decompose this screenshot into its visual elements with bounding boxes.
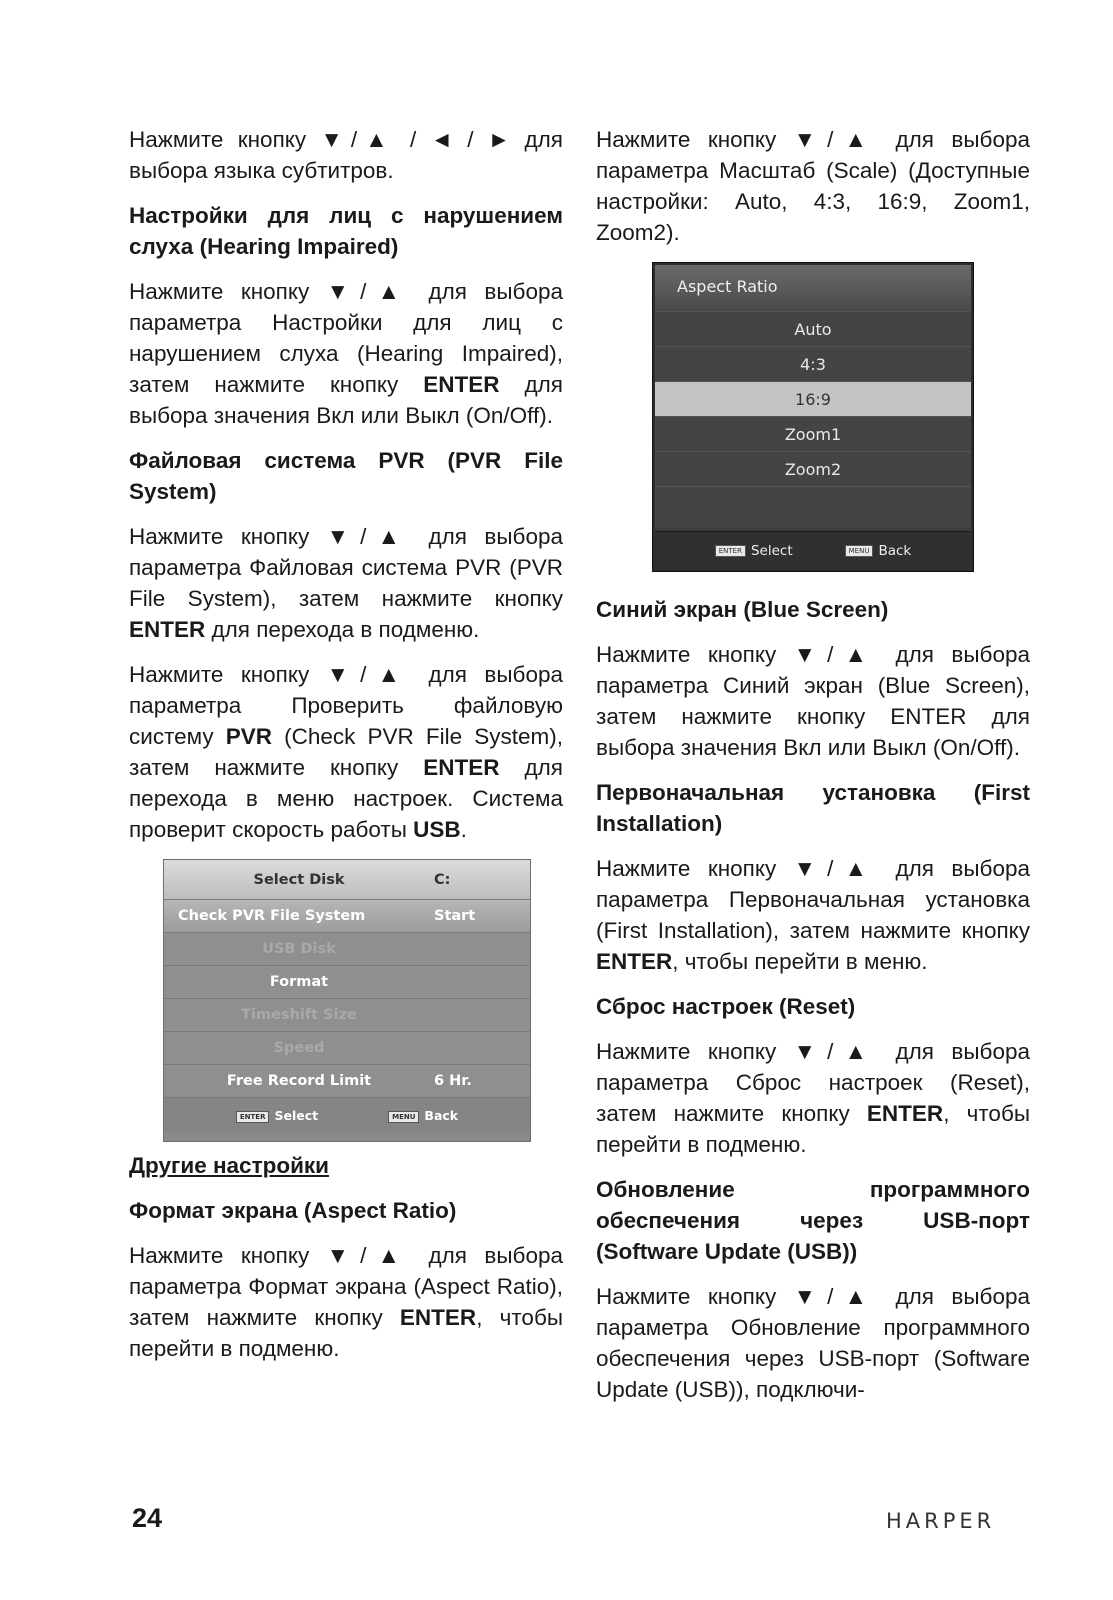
pvr-select-hint: ENTER Select: [236, 1108, 318, 1123]
pvr-row-label: Speed: [273, 1040, 325, 1056]
pvr-back-hint: MENU Back: [388, 1108, 458, 1123]
pvr-row-label: Check PVR File System: [178, 908, 366, 924]
right-column: [596, 124, 1030, 1419]
pvr-header-value: C:: [434, 871, 451, 888]
pvr-menu-footer: [164, 1098, 530, 1133]
aspect-menu-item: Zoom2: [655, 451, 971, 486]
reset-heading: Сброс настроек (Reset): [596, 994, 856, 1019]
aspect-ratio-heading: Формат экрана (Aspect Ratio): [129, 1198, 457, 1223]
other-settings-heading: Другие настройки: [129, 1153, 330, 1178]
subtitle-language-text: Нажмите кнопку ▼/▲ / ◄ / ► для выбора языка субтитров.: [129, 127, 563, 183]
pvr-row-label: Timeshift Size: [241, 1007, 357, 1023]
pvr-menu-row: [164, 1032, 530, 1065]
first-installation-text: Нажмите кнопку ▼/▲ для выбора параметра Первоначальная установка (First Installation), затем нажмите кнопку ENTER, чтобы перейти в меню.: [596, 856, 1030, 974]
blue-screen-heading: Синий экран (Blue Screen): [596, 597, 889, 622]
menu-key-icon: MENU: [845, 545, 874, 557]
pvr-menu-row: [164, 1065, 530, 1098]
check-pvr-text: Нажмите кнопку ▼/▲ для выбора параметра Проверить файловую систему PVR (Check PVR File System), затем нажмите кнопку ENTER для перехода в меню настроек. Система проверит скорость работы USB.: [129, 662, 564, 842]
aspect-menu-item: Auto: [655, 311, 971, 346]
first-installation-heading: Первоначальная установка (First Installation): [596, 780, 1030, 836]
left-column: [129, 124, 563, 1378]
pvr-menu-row: [164, 966, 530, 999]
aspect-menu-item: 4:3: [655, 346, 971, 381]
enter-key-icon: ENTER: [715, 545, 746, 557]
page-number: 24: [132, 1503, 163, 1533]
pvr-menu-row: [164, 900, 530, 933]
aspect-menu-footer: [655, 531, 971, 569]
reset-text: Нажмите кнопку ▼/▲ для выбора параметра Сброс настроек (Reset), затем нажмите кнопку ENTER, чтобы перейти в подменю.: [596, 1039, 1030, 1157]
aspect-menu-item: Zoom1: [655, 416, 971, 451]
scale-text: Нажмите кнопку ▼/▲ для выбора параметра Масштаб (Scale) (Доступные настройки: Auto, 4:3, 16:9, Zoom1, Zoom2).: [596, 127, 1030, 245]
menu-key-icon: MENU: [388, 1111, 419, 1123]
aspect-select-hint: ENTER Select: [715, 543, 793, 559]
pvr-row-value: 6 Hr.: [434, 1073, 472, 1089]
aspect-back-hint: MENU Back: [845, 543, 912, 559]
pvr-menu-screenshot: [163, 859, 531, 1142]
pvr-row-label: USB Disk: [262, 941, 336, 957]
pvr-row-label: Format: [269, 974, 329, 990]
hearing-impaired-heading: Настройки для лиц с нарушением слуха (Hearing Impaired): [129, 203, 563, 259]
pvr-menu-header: [164, 860, 530, 900]
pvr-row-value: Start: [434, 908, 476, 924]
aspect-ratio-menu-screenshot: [652, 262, 974, 572]
pvr-menu-row: [164, 999, 530, 1032]
blue-screen-text: Нажмите кнопку ▼/▲ для выбора параметра Синий экран (Blue Screen), затем нажмите кнопку ENTER для выбора значения Вкл или Выкл (On/Off).: [596, 642, 1030, 760]
pvr-header-label: Select Disk: [253, 871, 345, 888]
pvr-menu-row: [164, 933, 530, 966]
enter-key-icon: ENTER: [236, 1111, 270, 1123]
hearing-impaired-text: Нажмите кнопку ▼/▲ для выбора параметра Настройки для лиц с нарушением слуха (Hearing Impaired), затем нажмите кнопку ENTER для выбора значения Вкл или Выкл (On/Off).: [129, 279, 563, 428]
brand-logo: HARPER: [886, 1509, 996, 1533]
pvr-file-system-text: Нажмите кнопку ▼/▲ для выбора параметра Файловая система PVR (PVR File System), затем нажмите кнопку ENTER для перехода в подменю.: [129, 524, 563, 642]
software-update-text: Нажмите кнопку ▼/▲ для выбора параметра Обновление программного обеспечения через USB-порт (Software Update (USB)), подключи-: [596, 1284, 1030, 1402]
aspect-menu-title: Aspect Ratio: [655, 265, 971, 311]
pvr-row-label: Free Record Limit: [226, 1073, 372, 1089]
software-update-heading: Обновление программного обеспечения через USB-порт (Software Update (USB)): [596, 1177, 1030, 1264]
aspect-menu-empty-row: [655, 486, 971, 528]
aspect-ratio-text: Нажмите кнопку ▼/▲ для выбора параметра Формат экрана (Aspect Ratio), затем нажмите кнопку ENTER, чтобы перейти в подменю.: [129, 1243, 563, 1361]
pvr-file-system-heading: Файловая система PVR (PVR File System): [129, 448, 563, 504]
aspect-menu-item-selected: 16:9: [655, 381, 971, 416]
